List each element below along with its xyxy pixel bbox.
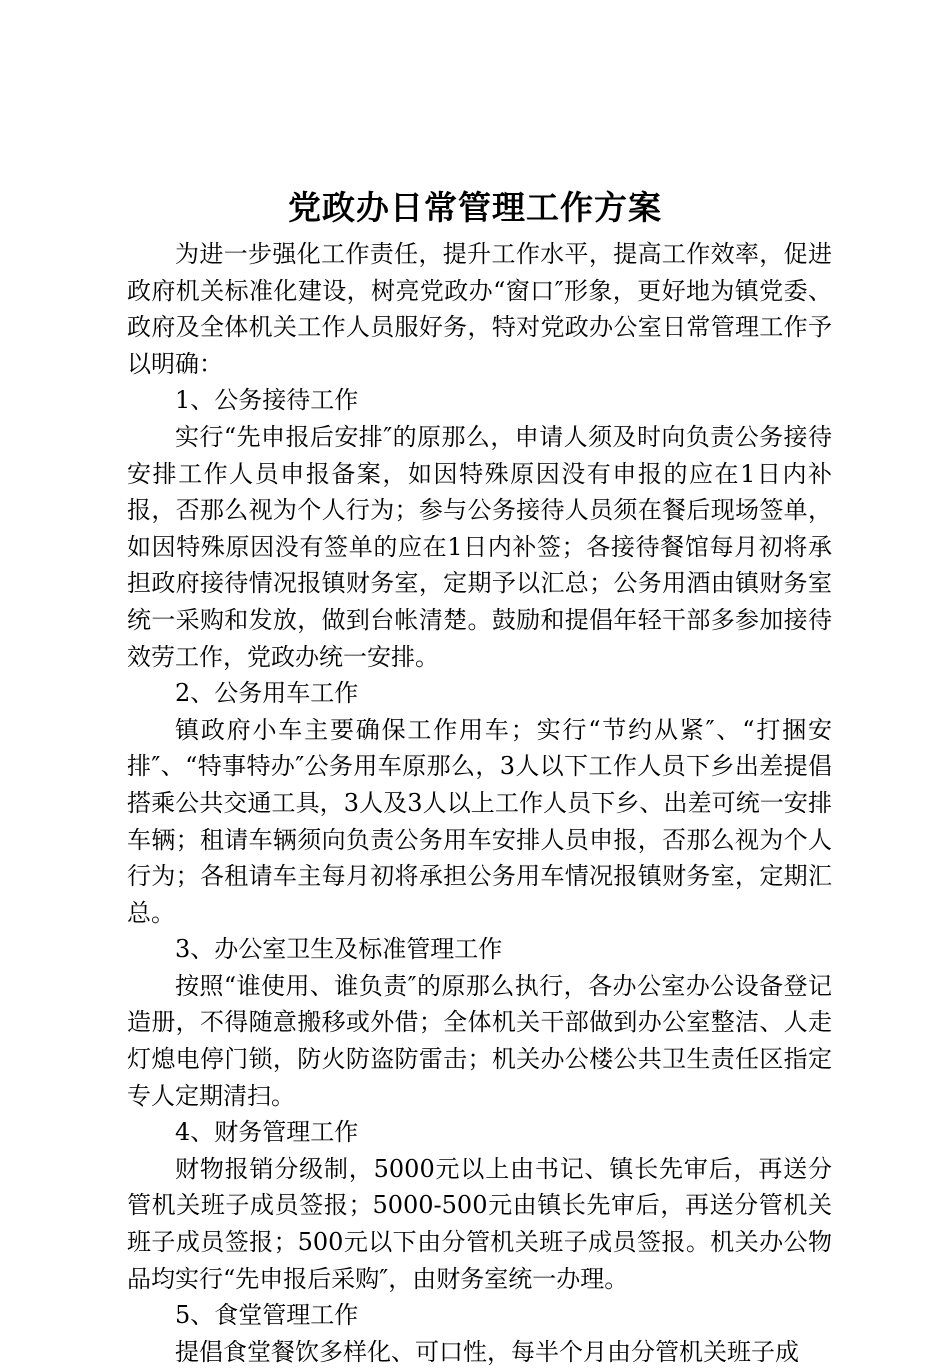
section-paragraph: 财物报销分级制，5000元以上由书记、镇长先审后，再送分管机关班子成员签报；5000-500元由镇长先审后，再送分管机关班子成员签报；500元以下由分管机关班子成员签报。机关办公物品均实行“先申报后采购″，由财务室统一办理。 (127, 1154, 832, 1293)
section-heading: 5、食堂管理工作 (175, 1301, 359, 1330)
document-title: 党政办日常管理工作方案 (288, 188, 662, 227)
section-paragraph: 按照“谁使用、谁负责″的原那么执行，各办公室办公设备登记造册，不得随意搬移或外借；全体机关干部做到办公室整洁、人走灯熄电停门锁，防火防盗防雷击；机关办公楼公共卫生责任区指定专人定期清扫。 (127, 971, 832, 1110)
section-paragraph: 实行“先申报后安排″的原那么，申请人须及时向负责公务接待安排工作人员申报备案，如因特殊原因没有申报的应在1日内补报，否那么视为个人行为；参与公务接待人员须在餐后现场签单，如因特殊原因没有签单的应在1日内补签；各接待餐馆每月初将承担政府接待情况报镇财务室，定期予以汇总；公务用酒由镇财务室统一采购和发放，做到台帐清楚。鼓励和提倡年轻干部多参加接待效劳工作，党政办统一安排。 (127, 422, 832, 671)
section-heading: 3、办公室卫生及标准管理工作 (175, 935, 503, 964)
section-paragraph: 镇政府小车主要确保工作用车；实行“节约从紧″、“打捆安排″、“特事特办″公务用车原那么，3人以下工作人员下乡出差提倡搭乘公共交通工具，3人及3人以上工作人员下乡、出差可统一安排车辆；租请车辆须向负责公务用车安排人员申报，否那么视为个人行为；各租请车主每月初将承担公务用车情况报镇财务室，定期汇总。 (127, 715, 832, 927)
section-heading: 4、财务管理工作 (175, 1118, 359, 1147)
intro-paragraph: 为进一步强化工作责任，提升工作水平，提高工作效率，促进政府机关标准化建设，树亮党政办“窗口″形象，更好地为镇党委、政府及全体机关工作人员服好务，特对党政办公室日常管理工作予以明确： (127, 240, 832, 378)
section-paragraph: 提倡食堂餐饮多样化、可口性，每半个月由分管机关班子成 (175, 1337, 799, 1366)
section-heading: 1、公务接待工作 (175, 386, 359, 415)
document-body (127, 236, 832, 1370)
section-heading: 2、公务用车工作 (175, 679, 359, 708)
